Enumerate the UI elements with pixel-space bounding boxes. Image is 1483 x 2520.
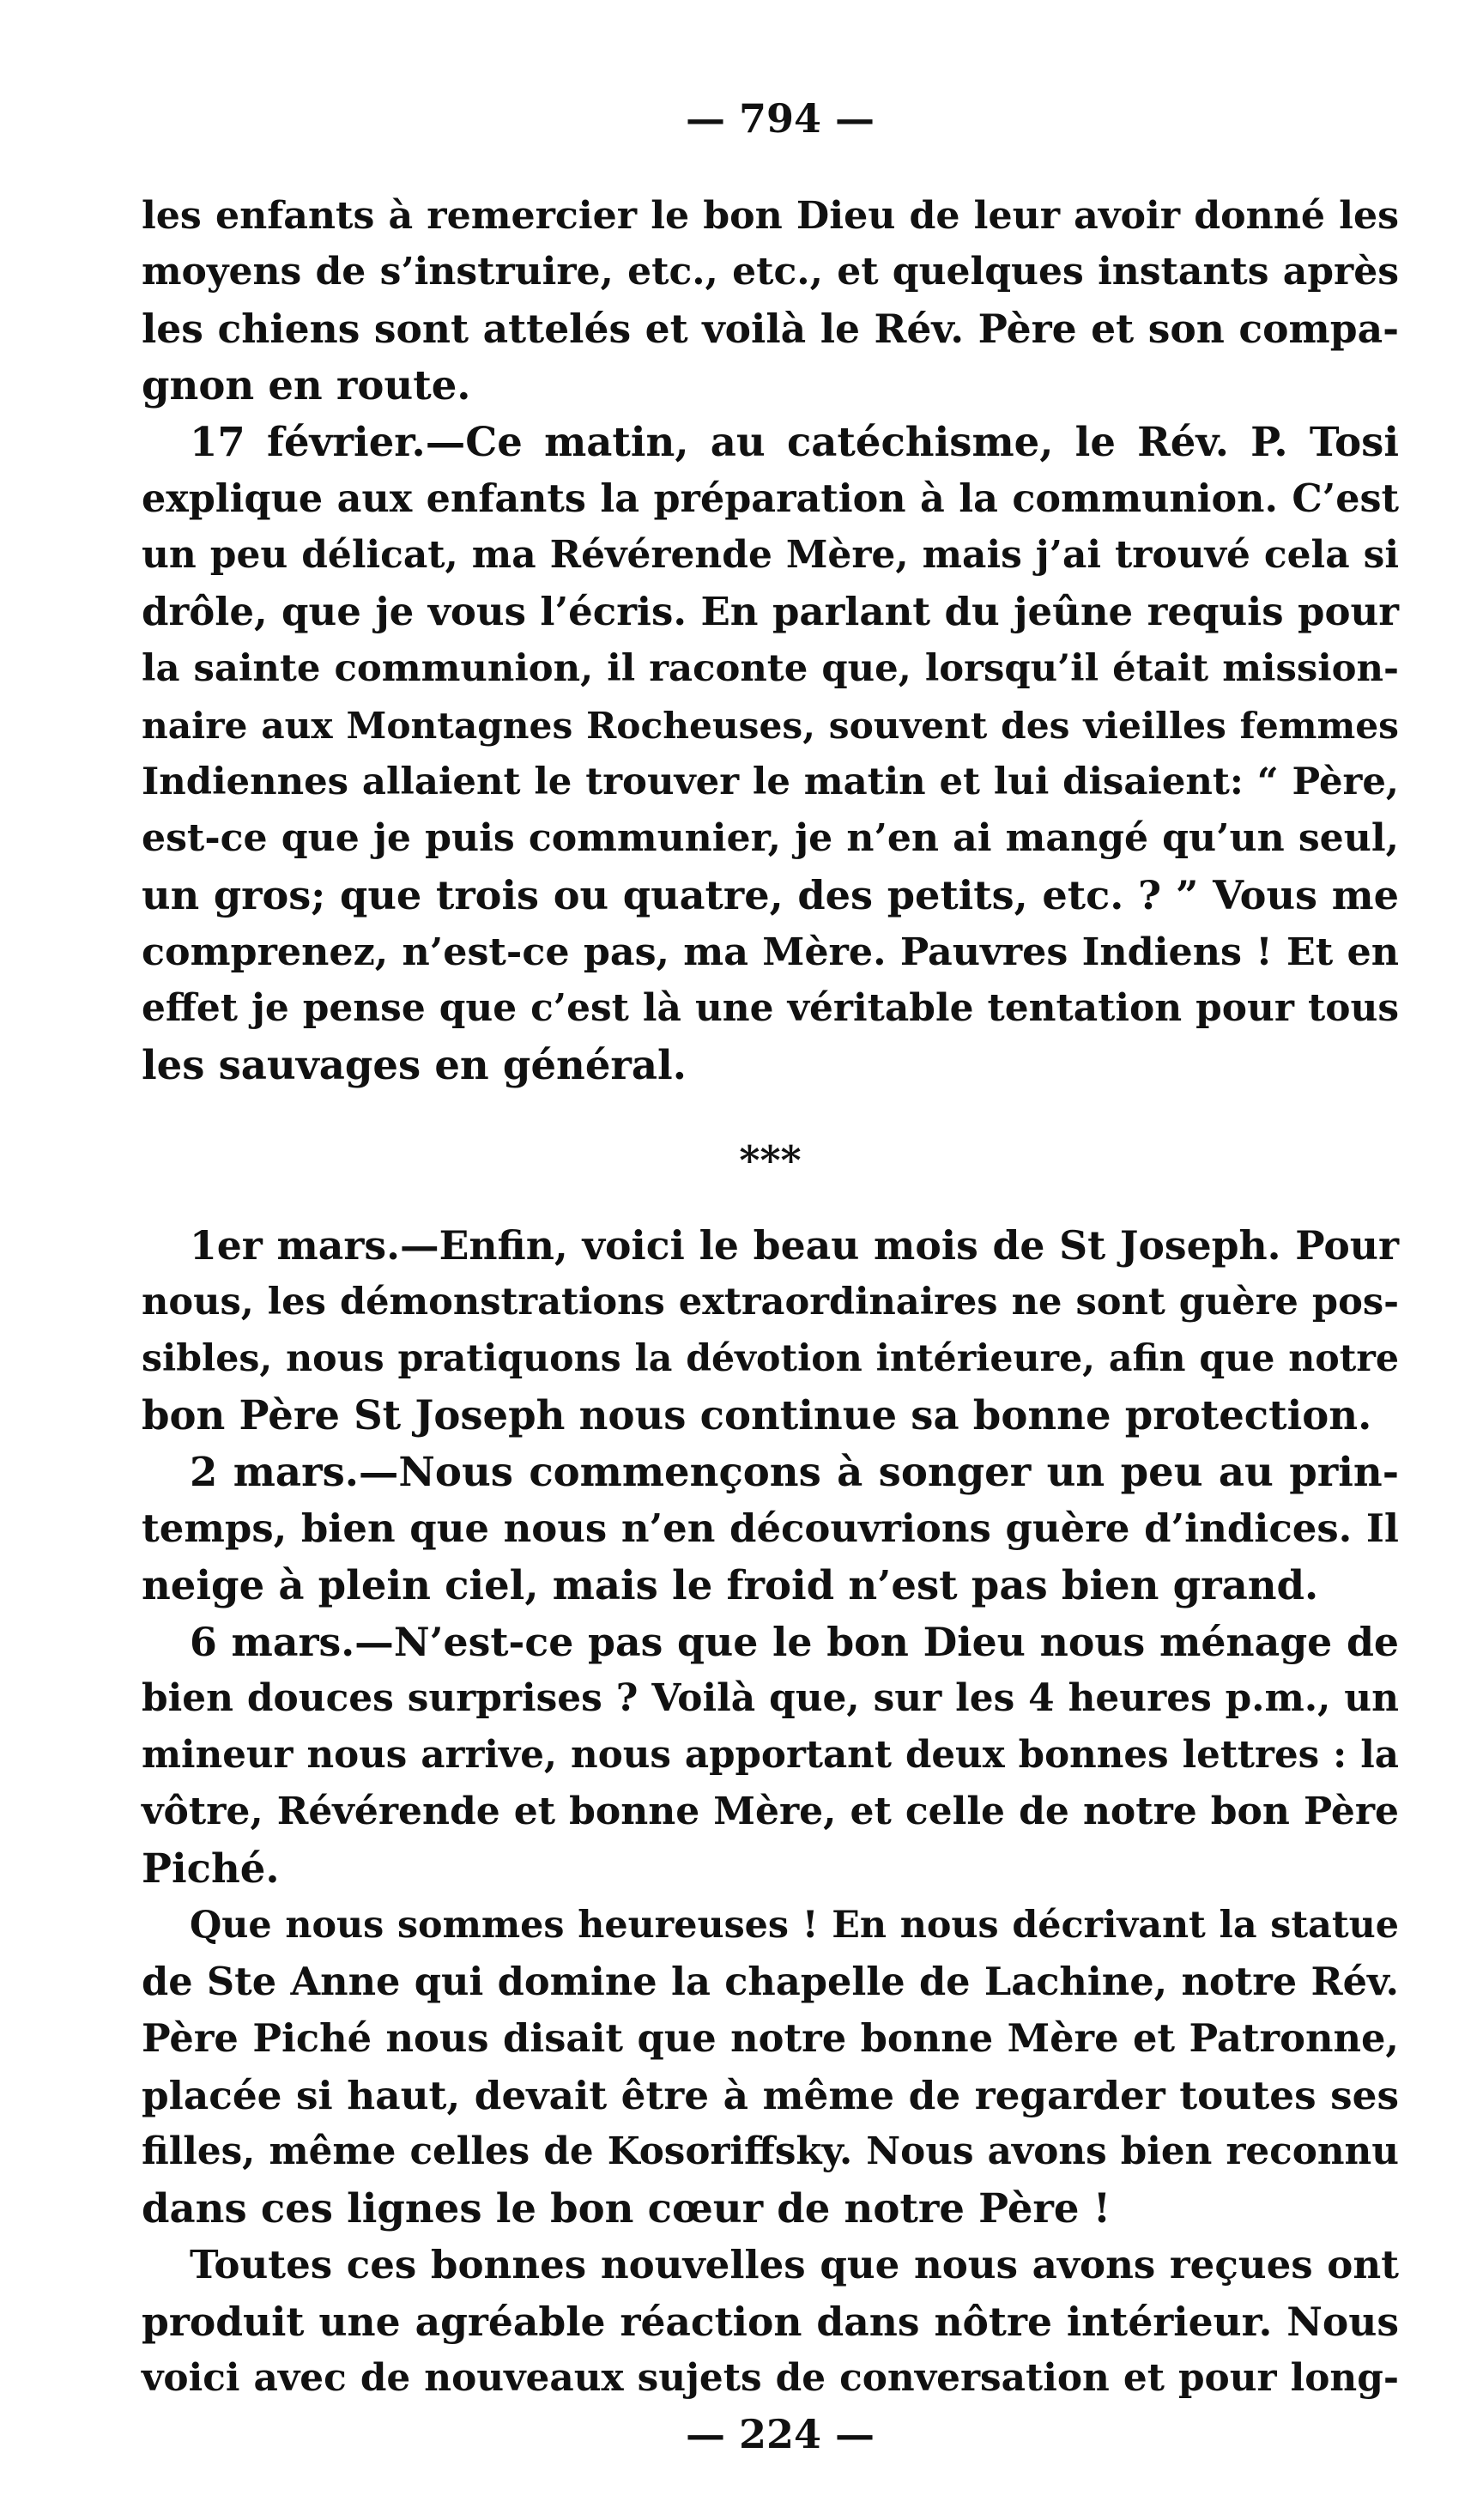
text-line: mineur nous arrive, nous apportant deux bonnes lettres : la bbox=[142, 1733, 1399, 1777]
text-line: placée si haut, devait être à même de regarder toutes ses bbox=[142, 2072, 1399, 2118]
text-line: les chiens sont attelés et voilà le Rév. Père et son compa- bbox=[142, 306, 1399, 352]
text-line: neige à plein ciel, mais le froid n’est pas bien grand. bbox=[142, 1561, 1319, 1608]
text-line: bon Père St Joseph nous continue sa bonne protection. bbox=[142, 1391, 1372, 1439]
text-line: naire aux Montagnes Rocheuses, souvent des vieilles femmes bbox=[142, 704, 1399, 747]
text-line: la sainte communion, il raconte que, lorsqu’il était mission- bbox=[142, 646, 1399, 690]
text-line: les sauvages en général. bbox=[142, 1041, 687, 1088]
text-line: nous, les démonstrations extraordinaires ne sont guère pos- bbox=[142, 1281, 1399, 1324]
text-line: Que nous sommes heureuses ! En nous décrivant la statue bbox=[190, 1904, 1399, 1947]
text-line: est-ce que je puis communier, je n’en ai mangé qu’un seul, bbox=[142, 816, 1399, 860]
text-line: temps, bien que nous n’en découvrions guère d’indices. Il bbox=[142, 1505, 1399, 1551]
text-line: voici avec de nouveaux sujets de conversation et pour long- bbox=[142, 2356, 1399, 2400]
text-line: sibles, nous pratiquons la dévotion intérieure, afin que notre bbox=[142, 1337, 1399, 1380]
text-line: produit une agréable réaction dans nôtre intérieur. Nous bbox=[142, 2299, 1399, 2345]
text-line: filles, même celles de Kosoriffsky. Nous avons bien reconnu bbox=[142, 2129, 1399, 2173]
text-line: Toutes ces bonnes nouvelles que nous avons reçues ont bbox=[190, 2242, 1399, 2287]
page-number-top: — 794 — bbox=[685, 95, 875, 142]
text-line: 17 février.—Ce matin, au catéchisme, le Rév. P. Tosi bbox=[190, 418, 1399, 465]
text-line: moyens de s’instruire, etc., etc., et quelques instants après bbox=[142, 250, 1399, 294]
text-line: 2 mars.—Nous commençons à songer un peu au prin- bbox=[190, 1448, 1399, 1495]
text-line: de Ste Anne qui domine la chapelle de Lachine, notre Rév. bbox=[142, 1959, 1399, 2004]
text-line: un gros; que trois ou quatre, des petits, etc. ? ” Vous me bbox=[142, 872, 1399, 918]
text-line: un peu délicat, ma Révérende Mère, mais j’ai trouvé cela si bbox=[142, 533, 1399, 577]
text-line: 1er mars.—Enfin, voici le beau mois de St Joseph. Pour bbox=[190, 1222, 1399, 1269]
text-line: vôtre, Révérende et bonne Mère, et celle de notre bon Père bbox=[142, 1790, 1399, 1833]
section-separator: *** bbox=[739, 1137, 802, 1184]
text-line: 6 mars.—N’est-ce pas que le bon Dieu nous ménage de bbox=[190, 1619, 1399, 1665]
text-line: bien douces surprises ? Voilà que, sur les 4 heures p.m., un bbox=[142, 1676, 1399, 1720]
text-line: Piché. bbox=[142, 1845, 280, 1892]
text-line: dans ces lignes le bon cœur de notre Père ! bbox=[142, 2184, 1111, 2232]
text-line: Père Piché nous disait que notre bonne Mère et Patronne, bbox=[142, 2015, 1399, 2061]
page-number-bottom: — 224 — bbox=[685, 2411, 875, 2457]
body-text bbox=[142, 187, 1399, 2407]
text-line: drôle, que je vous l’écris. En parlant du jeûne requis pour bbox=[142, 589, 1399, 634]
text-line: les enfants à remercier le bon Dieu de leur avoir donné les bbox=[142, 193, 1399, 238]
text-line: gnon en route. bbox=[142, 361, 471, 409]
text-line: effet je pense que c’est là une véritable tentation pour tous bbox=[142, 986, 1399, 1030]
text-line: explique aux enfants la préparation à la communion. C’est bbox=[142, 476, 1399, 521]
text-line: comprenez, n’est-ce pas, ma Mère. Pauvres Indiens ! Et en bbox=[142, 930, 1399, 974]
text-line: Indiennes allaient le trouver le matin et lui disaient: “ Père, bbox=[142, 760, 1399, 803]
